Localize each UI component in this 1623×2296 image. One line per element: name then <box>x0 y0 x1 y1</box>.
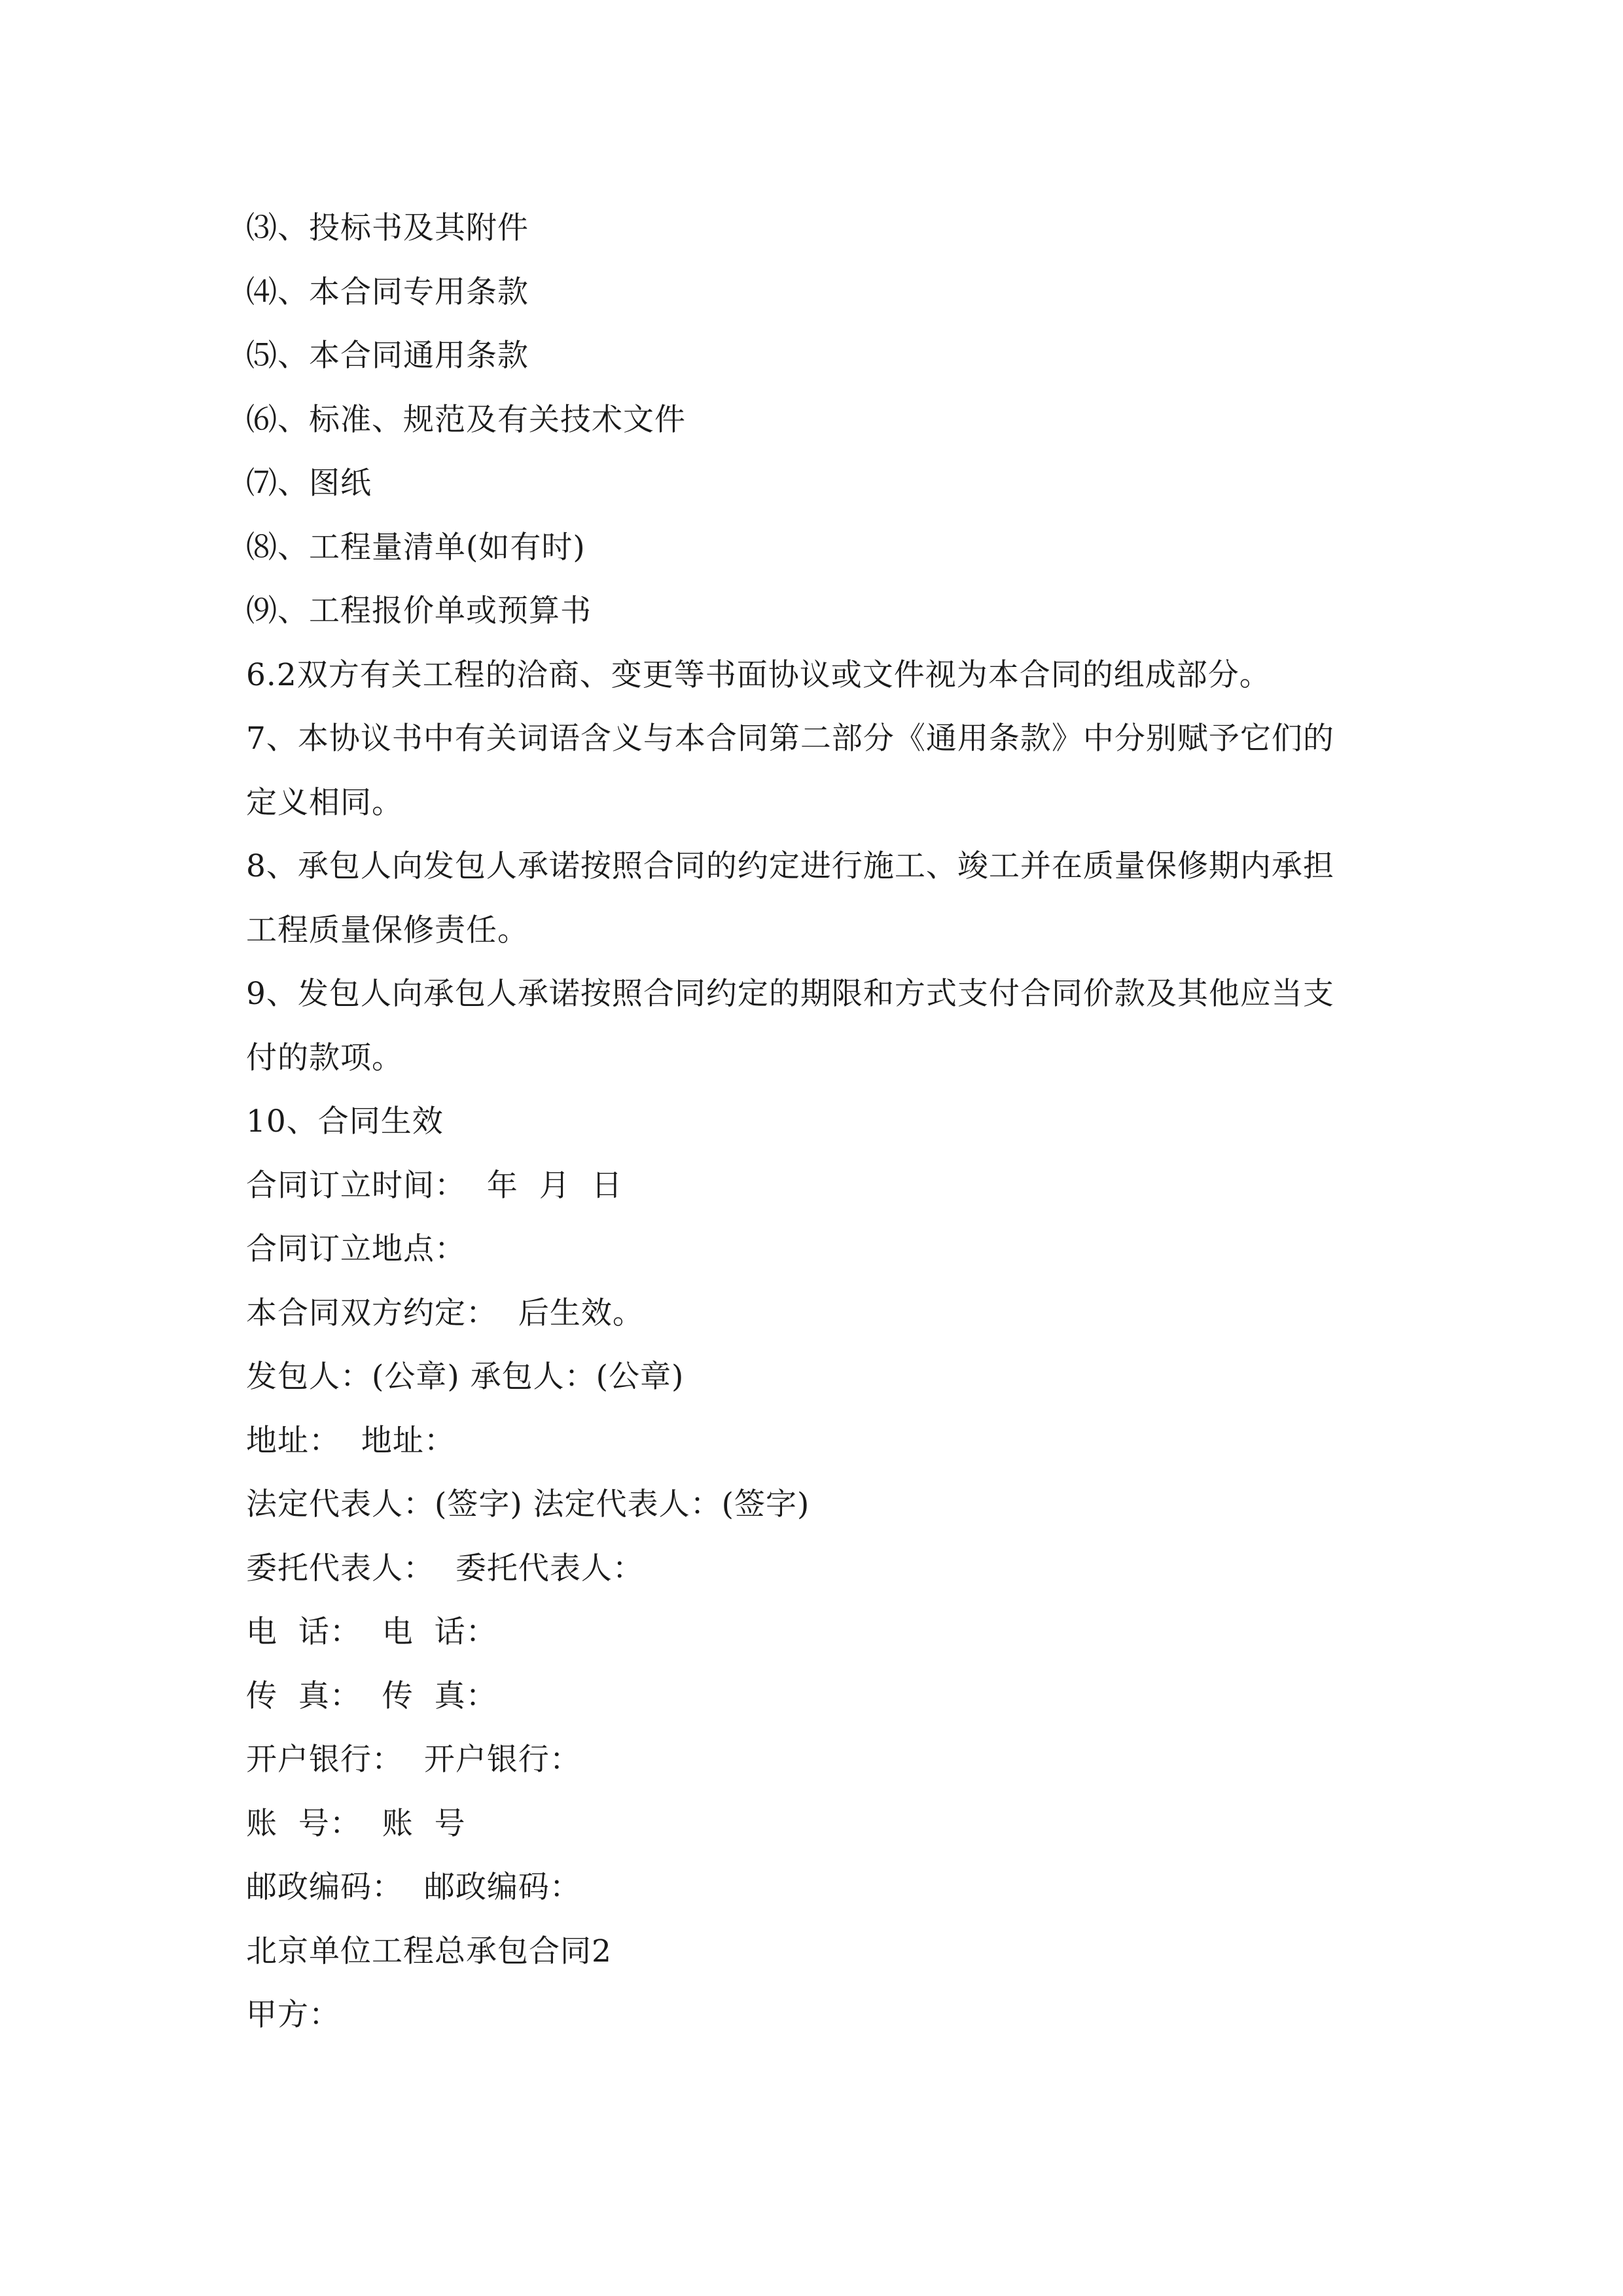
list-item: ⑻、工程量清单(如有时) <box>246 529 586 565</box>
form-line: 法定代表人：(签字) 法定代表人：(签字) <box>246 1486 810 1522</box>
section-heading: 10、合同生效 <box>246 1103 444 1139</box>
form-line: 传 真： 传 真： <box>246 1677 497 1714</box>
form-line: 合同订立时间： 年 月 日 <box>246 1167 623 1204</box>
form-line: 邮政编码： 邮政编码： <box>246 1869 581 1905</box>
paragraph-line: 6.2双方有关工程的洽商、变更等书面协议或文件视为本合同的组成部分。 <box>246 656 1271 693</box>
form-line: 甲方： <box>246 1997 340 2033</box>
paragraph-line: 8、承包人向发包人承诺按照合同的约定进行施工、竣工并在质量保修期内承担 <box>246 848 1334 884</box>
form-line: 账 号： 账 号 <box>246 1805 466 1842</box>
list-item: ⑶、投标书及其附件 <box>246 210 529 246</box>
document-title: 北京单位工程总承包合同2 <box>246 1933 612 1969</box>
paragraph-line: 7、本协议书中有关词语含义与本合同第二部分《通用条款》中分别赋予它们的 <box>246 721 1334 757</box>
list-item: ⑹、标准、规范及有关技术文件 <box>246 401 686 438</box>
form-line: 合同订立地点： <box>246 1231 466 1267</box>
paragraph-line: 付的款项。 <box>246 1039 403 1076</box>
list-item: ⑷、本合同专用条款 <box>246 274 529 310</box>
paragraph-line: 定义相同。 <box>246 784 403 821</box>
list-item: ⑸、本合同通用条款 <box>246 338 529 374</box>
form-line: 本合同双方约定： 后生效。 <box>246 1295 644 1331</box>
list-item: ⑼、工程报价单或预算书 <box>246 593 592 629</box>
list-item: ⑺、图纸 <box>246 465 372 501</box>
document-body <box>246 196 1385 2047</box>
form-line: 开户银行： 开户银行： <box>246 1742 581 1778</box>
form-line: 地址： 地址： <box>246 1422 455 1459</box>
paragraph-line: 工程质量保修责任。 <box>246 912 529 948</box>
form-line: 电 话： 电 话： <box>246 1614 497 1650</box>
form-line: 发包人：(公章) 承包人：(公章) <box>246 1359 685 1395</box>
form-line: 委托代表人： 委托代表人： <box>246 1550 644 1587</box>
paragraph-line: 9、发包人向承包人承诺按照合同约定的期限和方式支付合同价款及其他应当支 <box>246 976 1334 1012</box>
